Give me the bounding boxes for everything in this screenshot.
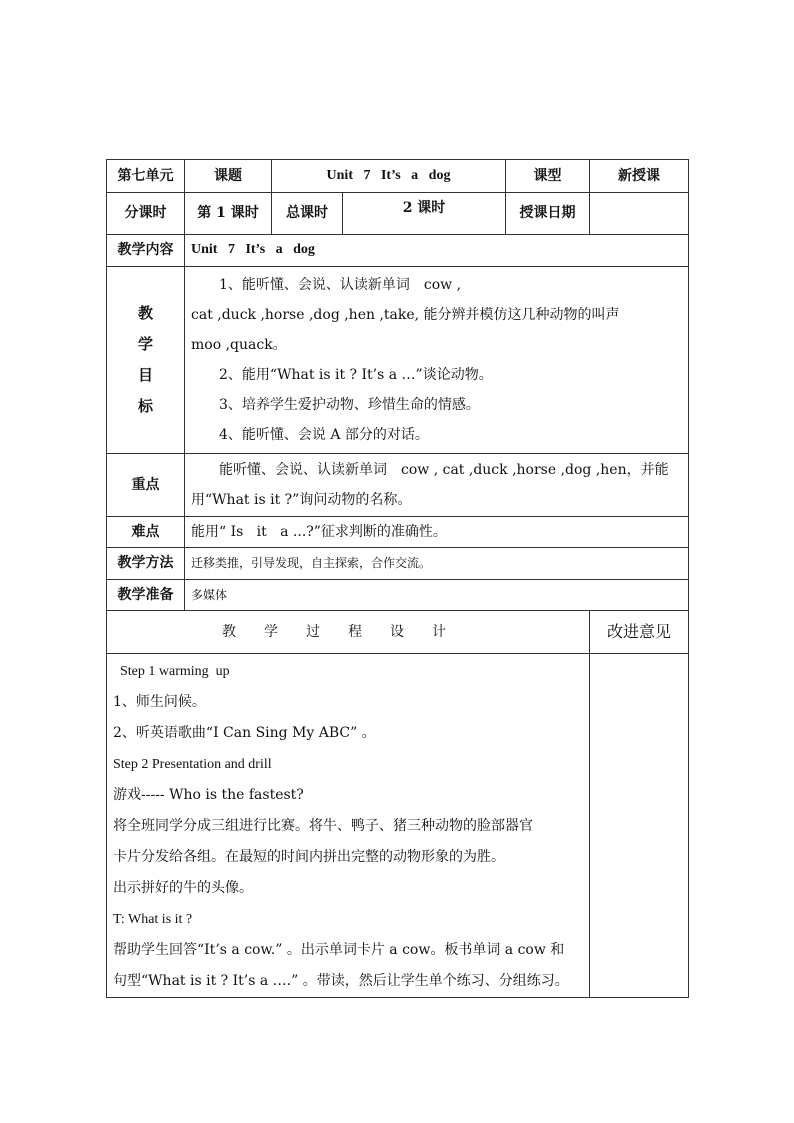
key-points-row [107, 454, 689, 517]
lesson-type-value: 新授课 [590, 160, 689, 193]
goal-line: 3、培养学生爱护动物、珍惜生命的情感。 [219, 397, 480, 413]
lesson-number-value: 第 1 课时 [185, 193, 272, 235]
process-line: 2、听英语歌曲“I Can Sing My ABC” 。 [113, 725, 376, 741]
content-row [107, 235, 689, 267]
key-point-line: 用“What is it ?”询问动物的名称。 [191, 492, 412, 508]
goal-line: 1、能听懂、会说、认读新单词 cow , [219, 277, 462, 293]
key-point-line: 能听懂、会说、认读新单词 cow , cat ,duck ,horse ,dog ,hen，并能 [219, 462, 669, 478]
content-label: 教学内容 [107, 235, 185, 267]
header-row-2 [107, 193, 689, 235]
process-content [107, 654, 590, 998]
process-line: Step 2 Presentation and drill [113, 757, 272, 772]
process-line: 游戏----- Who is the fastest? [113, 787, 304, 803]
goal-line: moo ,quack。 [191, 337, 287, 353]
preparation-row [107, 580, 689, 611]
lesson-plan-table [106, 159, 689, 998]
feedback-content [590, 654, 689, 998]
content-value: Unit 7 It’s a dog [185, 235, 689, 267]
feedback-label: 改进意见 [590, 611, 689, 654]
header-row-1 [107, 160, 689, 193]
topic-label: 课题 [185, 160, 272, 193]
methods-content: 迁移类推，引导发现，自主探索，合作交流。 [185, 548, 689, 580]
goals-label-char: 目 [137, 366, 153, 384]
total-lessons-label: 总课时 [272, 193, 343, 235]
process-header-row [107, 611, 689, 654]
difficulty-label: 难点 [107, 517, 185, 548]
unit-label: 第七单元 [107, 160, 185, 193]
total-lessons-value: 2 课时 [343, 193, 506, 235]
preparation-label: 教学准备 [107, 580, 185, 611]
methods-label: 教学方法 [107, 548, 185, 580]
process-line: 1、师生问候。 [113, 694, 206, 710]
goal-line: cat ,duck ,horse ,dog ,hen ,take, 能分辨并模仿这几种动物的叫声 [191, 307, 620, 323]
process-title: 教学过程设计 [107, 611, 590, 654]
process-body-row [107, 654, 689, 998]
goals-label-char: 教 [137, 304, 153, 322]
process-line: 句型“What is it ? It’s a ….” 。带读，然后让学生单个练习、分组练习。 [113, 973, 569, 989]
goals-label [107, 267, 185, 454]
key-points-content [185, 454, 689, 517]
goals-row [107, 267, 689, 454]
process-line: 卡片分发给各组。在最短的时间内拼出完整的动物形象的为胜。 [113, 849, 505, 865]
process-line: 出示拼好的牛的头像。 [113, 880, 253, 896]
lesson-number-label: 分课时 [107, 193, 185, 235]
goal-line: 4、能听懂、会说 A 部分的对话。 [219, 427, 429, 443]
teaching-date-label: 授课日期 [506, 193, 590, 235]
preparation-content: 多媒体 [185, 580, 689, 611]
goals-label-char: 标 [137, 397, 153, 415]
topic-value: Unit 7 It’s a dog [272, 160, 506, 193]
key-points-label: 重点 [107, 454, 185, 517]
difficulty-content: 能用“ Is it a ...?”征求判断的准确性。 [185, 517, 689, 548]
process-line: 将全班同学分成三组进行比赛。将牛、鸭子、猪三种动物的脸部器官 [113, 818, 533, 834]
goals-label-char: 学 [137, 335, 153, 353]
difficulty-row [107, 517, 689, 548]
methods-row [107, 548, 689, 580]
goals-content [185, 267, 689, 454]
process-line: 帮助学生回答“It’s a cow.” 。出示单词卡片 a cow。板书单词 a cow 和 [113, 942, 565, 958]
teaching-date-value [590, 193, 689, 235]
process-line: T: What is it ? [113, 912, 193, 927]
lesson-type-label: 课型 [506, 160, 590, 193]
goal-line: 2、能用“What is it ? It’s a …”谈论动物。 [219, 367, 493, 383]
process-line: Step 1 warming up [113, 664, 230, 679]
